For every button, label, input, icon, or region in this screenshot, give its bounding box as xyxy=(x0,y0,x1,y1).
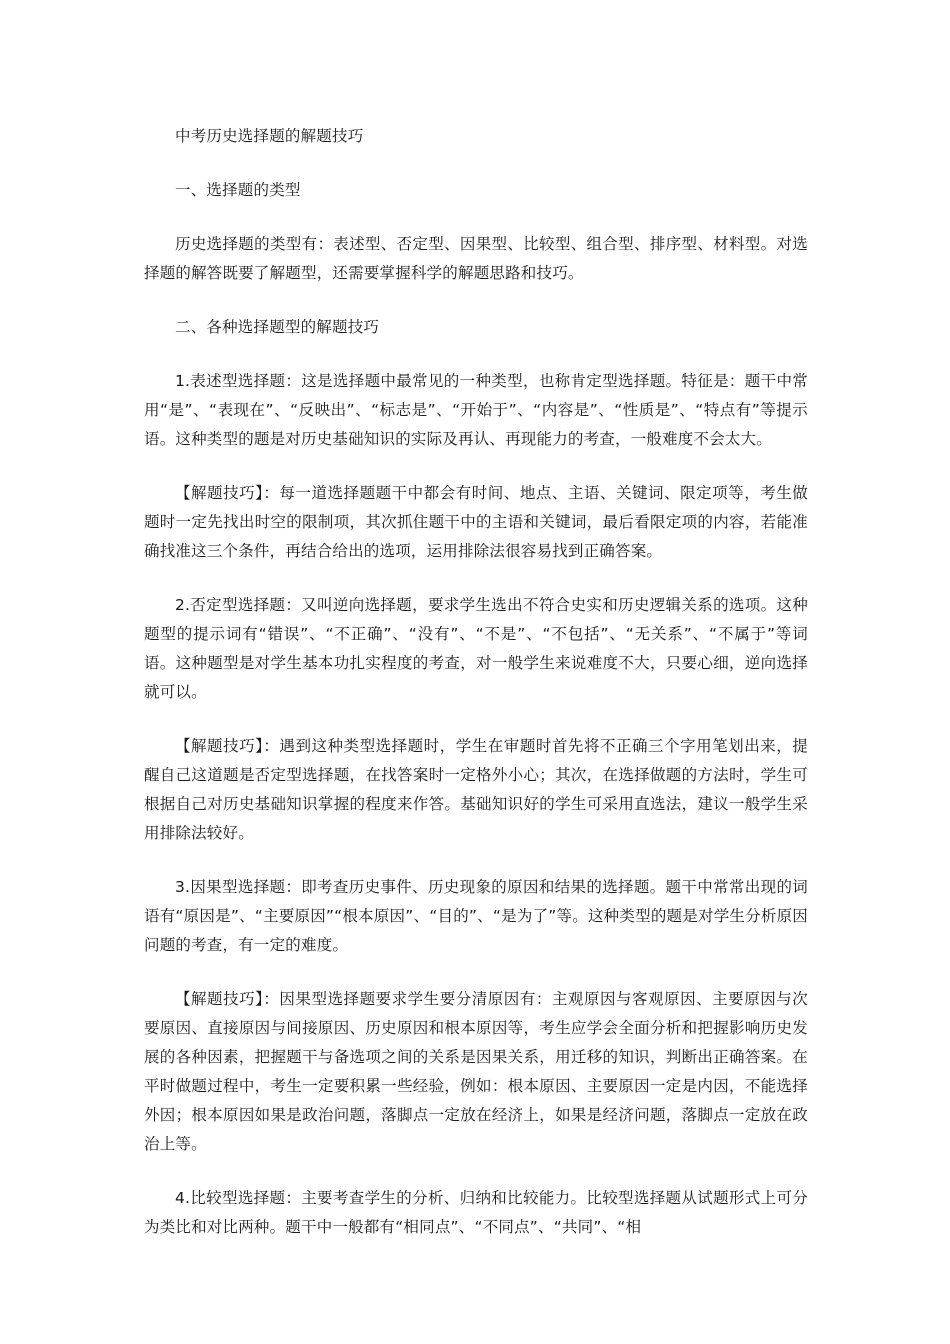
paragraph-type1-statement: 1.表述型选择题：这是选择题中最常见的一种类型，也称肯定型选择题。特征是：题干中常用“是”、“表现在”、“反映出”、“标志是”、“开始于”、“内容是”、“性质是”、“特点有”等提示语。这种类型的题是对历史基础知识的实际及再认、再现能力的考查，一般难度不会太大。 xyxy=(144,372,808,448)
paragraph-type2-negation: 2.否定型选择题：又叫逆向选择题，要求学生选出不符合史实和历史逻辑关系的选项。这种题型的提示词有“错误”、“不正确”、“没有”、“不是”、“不包括”、“无关系”、“不属于”等词语。这种题型是对学生基本功扎实程度的考查，对一般学生来说难度不大，只要心细，逆向选择就可以。 xyxy=(144,596,808,701)
section-heading-types: 一、选择题的类型 xyxy=(175,181,301,199)
paragraph-type1-tip: 【解题技巧】：每一道选择题题干中都会有时间、地点、主语、关键词、限定项等，考生做题时一定先找出时空的限制项，其次抓住题干中的主语和关键词，最后看限定项的内容，若能准确找准这三个条件，再结合给出的选项，运用排除法很容易找到正确答案。 xyxy=(144,484,808,560)
paragraph-type4-comparison: 4.比较型选择题：主要考查学生的分析、归纳和比较能力。比较型选择题从试题形式上可分为类比和对比两种。题干中一般都有“相同点”、“不同点”、“共同”、“相 xyxy=(144,1189,808,1236)
paragraph-type3-tip: 【解题技巧】：因果型选择题要求学生要分清原因有：主观原因与客观原因、主要原因与次要原因、直接原因与间接原因、历史原因和根本原因等，考生应学会全面分析和把握影响历史发展的各种因素，把握题干与备选项之间的关系是因果关系，用迁移的知识，判断出正确答案。在平时做题过程中，考生一定要积累一些经验，例如：根本原因、主要原因一定是内因，不能选择外因；根本原因如果是政治问题，落脚点一定放在经济上，如果是经济问题，落脚点一定放在政治上等。 xyxy=(144,990,808,1153)
section-heading-techniques: 二、各种选择题型的解题技巧 xyxy=(175,318,380,336)
paragraph-types-intro: 历史选择题的类型有：表述型、否定型、因果型、比较型、组合型、排序型、材料型。对选择题的解答既要了解题型，还需要掌握科学的解题思路和技巧。 xyxy=(144,235,808,282)
document-title: 中考历史选择题的解题技巧 xyxy=(175,127,364,145)
paragraph-type3-causal: 3.因果型选择题：即考查历史事件、历史现象的原因和结果的选择题。题干中常常出现的词语有“原因是”、“主要原因”“根本原因”、“目的”、“是为了”等。这种类型的题是对学生分析原因问题的考查，有一定的难度。 xyxy=(144,878,808,954)
document-body xyxy=(144,122,808,1267)
paragraph-type2-tip: 【解题技巧】：遇到这种类型选择题时，学生在审题时首先将不正确三个字用笔划出来，提醒自己这道题是否定型选择题，在找答案时一定格外小心；其次，在选择做题的方法时，学生可根据自己对历史基础知识掌握的程度来作答。基础知识好的学生可采用直选法，建议一般学生采用排除法较好。 xyxy=(144,737,808,842)
